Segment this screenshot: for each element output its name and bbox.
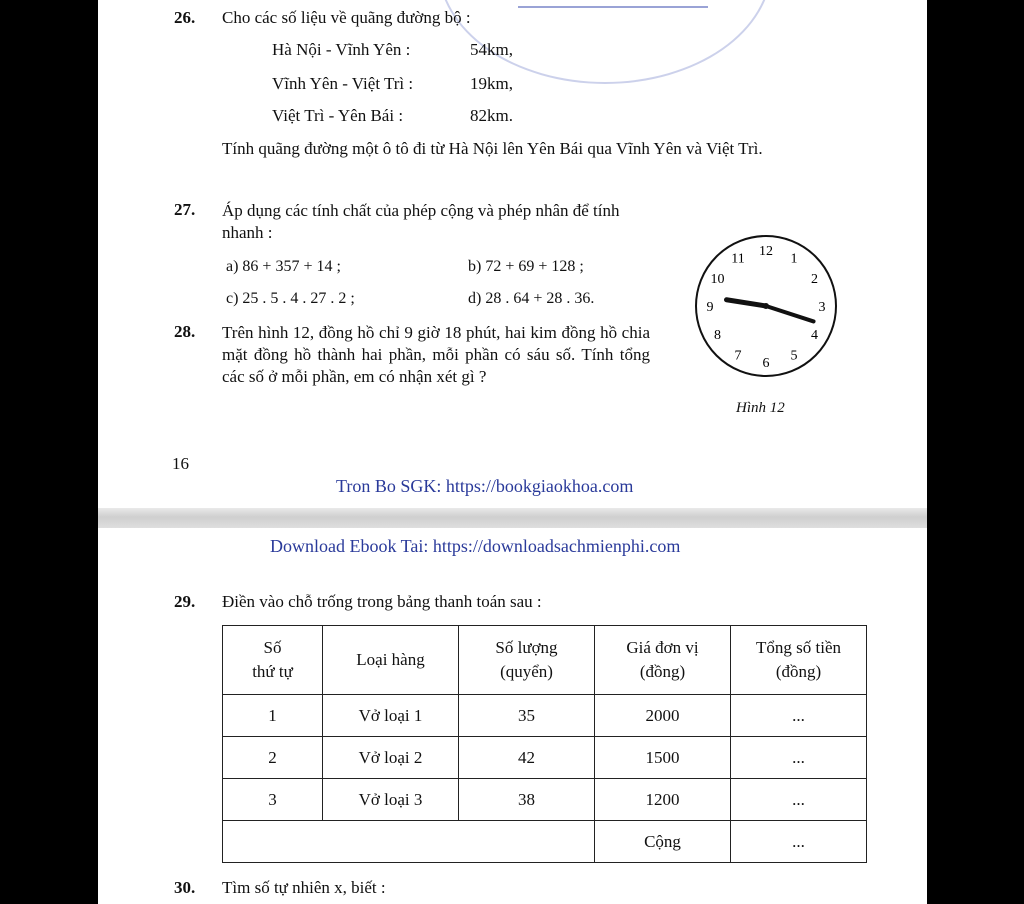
clock-number: 10 (710, 272, 725, 287)
clock-number: 2 (810, 272, 818, 287)
page-bottom (98, 528, 927, 904)
row-2-tong: ... (731, 737, 867, 779)
problem-27-item-d: d) 28 . 64 + 28 . 36. (468, 290, 595, 307)
row-1-loai: Vở loại 1 (323, 695, 459, 737)
problem-27-item-b: b) 72 + 69 + 128 ; (468, 258, 584, 275)
row-3-loai: Vở loại 3 (323, 779, 459, 821)
row-2-gia: 1500 (595, 737, 731, 779)
total-label: Cộng (595, 821, 731, 863)
row-1-gia: 2000 (595, 695, 731, 737)
table-row (223, 695, 867, 737)
route-2-distance: 19km, (470, 74, 513, 93)
row-2-stt: 2 (223, 737, 323, 779)
row-3-stt: 3 (223, 779, 323, 821)
route-1-name: Hà Nội - Vĩnh Yên : (272, 40, 411, 59)
row-2-loai: Vở loại 2 (323, 737, 459, 779)
payment-table (222, 625, 867, 863)
header-so-luong (459, 626, 595, 695)
problem-26-question: Tính quãng đường một ô tô đi từ Hà Nội lên Yên Bái qua Vĩnh Yên và Việt Trì. (222, 139, 763, 158)
row-1-tong: ... (731, 695, 867, 737)
problem-29-number: 29. (174, 592, 196, 611)
clock-minute-hand (766, 306, 814, 321)
clock-number: 3 (818, 300, 826, 315)
header-tong-line2: (đồng) (775, 662, 822, 681)
problem-28-text: Trên hình 12, đồng hồ chỉ 9 giờ 18 phút, hai kim đồng hồ chia mặt đồng hồ thành hai phần, mỗi phần có sáu số. Tính tổng các số ở mỗi phần, em có nhận xét gì ? (222, 323, 650, 386)
total-value: ... (731, 821, 867, 863)
header-link[interactable]: Download Ebook Tai: https://downloadsachmienphi.com (270, 536, 681, 556)
clock-number: 11 (731, 251, 745, 267)
clock-figure (694, 228, 854, 388)
clock-number: 1 (790, 251, 798, 267)
page-number: 16 (172, 454, 189, 473)
header-so-luong-line1: Số lượng (495, 638, 558, 657)
header-stt (223, 626, 323, 695)
clock-number: 9 (706, 300, 714, 315)
watermark-line (518, 6, 708, 8)
row-1-so-luong: 35 (459, 695, 595, 737)
route-2-name: Vĩnh Yên - Việt Trì : (272, 74, 414, 93)
problem-27-item-a: a) 86 + 357 + 14 ; (226, 258, 341, 275)
footer-link[interactable]: Tron Bo SGK: https://bookgiaokhoa.com (336, 476, 634, 496)
header-stt-line2: thứ tự (252, 662, 293, 681)
clock-caption: Hình 12 (736, 400, 785, 416)
row-3-tong: ... (731, 779, 867, 821)
clock-center (763, 303, 769, 309)
clock-number: 7 (734, 348, 742, 364)
problem-26-intro: Cho các số liệu về quãng đường bộ : (222, 8, 471, 27)
row-1-stt: 1 (223, 695, 323, 737)
header-tong-line1: Tổng số tiền (756, 638, 841, 657)
table-total-row (223, 821, 867, 863)
clock-hour-hand (726, 300, 766, 306)
page-top (98, 0, 927, 508)
problem-28-number: 28. (174, 322, 196, 341)
clock-number: 4 (810, 328, 818, 343)
header-tong-so-tien (731, 626, 867, 695)
clock-number: 8 (714, 328, 722, 343)
row-2-so-luong: 42 (459, 737, 595, 779)
problem-30-number: 30. (174, 878, 196, 897)
route-3-name: Việt Trì - Yên Bái : (272, 106, 404, 125)
header-loai-hang: Loại hàng (323, 626, 459, 695)
problem-27-item-c: c) 25 . 5 . 4 . 27 . 2 ; (226, 290, 355, 307)
clock-number: 12 (759, 244, 773, 259)
table-row (223, 737, 867, 779)
clock-number: 5 (790, 348, 798, 364)
total-empty-cell (223, 821, 595, 863)
problem-27-number: 27. (174, 200, 196, 219)
problem-29-intro: Điền vào chỗ trống trong bảng thanh toán sau : (222, 592, 542, 611)
header-so-luong-line2: (quyển) (500, 662, 553, 681)
problem-30-intro: Tìm số tự nhiên x, biết : (222, 878, 386, 897)
table-header-row (223, 626, 867, 695)
header-gia-line2: (đồng) (639, 662, 686, 681)
table-row (223, 779, 867, 821)
header-gia-line1: Giá đơn vị (626, 638, 699, 657)
problem-26-number: 26. (174, 8, 196, 27)
route-3-distance: 82km. (470, 106, 513, 125)
clock-number: 6 (762, 356, 770, 371)
problem-27-intro: Áp dụng các tính chất của phép cộng và phép nhân để tính nhanh : (222, 201, 620, 242)
page-divider (98, 508, 927, 528)
header-stt-line1: Số (263, 638, 282, 657)
row-3-so-luong: 38 (459, 779, 595, 821)
route-1-distance: 54km, (470, 40, 513, 59)
header-gia-don-vi (595, 626, 731, 695)
row-3-gia: 1200 (595, 779, 731, 821)
